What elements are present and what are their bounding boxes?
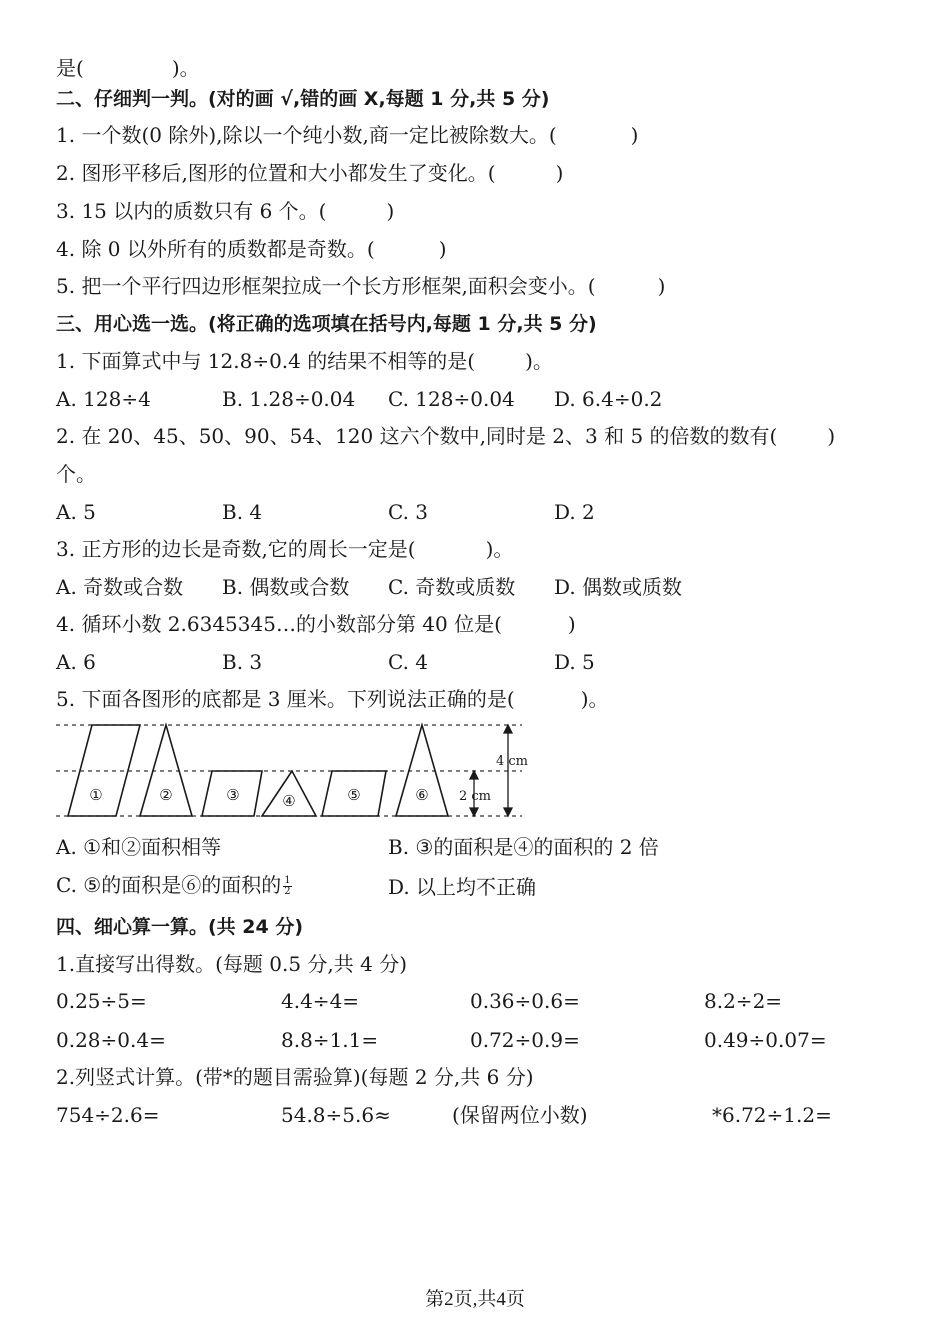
section-2-heading: 二、仔细判一判。(对的画 √,错的画 X,每题 1 分,共 5 分) xyxy=(56,88,550,110)
section-3-heading: 三、用心选一选。(将正确的选项填在括号内,每题 1 分,共 5 分) xyxy=(56,313,597,335)
shapes-figure xyxy=(56,716,536,826)
q4-option-d: D. 5 xyxy=(554,650,595,674)
height-2cm-label: 2 cm xyxy=(459,789,492,804)
choice-q3: 3. 正方形的边长是奇数,它的周长一定是( )。 xyxy=(56,537,514,561)
shape-2-label: ② xyxy=(159,786,173,804)
q1-option-a: A. 128÷4 xyxy=(56,387,151,411)
arrow-head xyxy=(470,771,478,779)
calc-item: 0.36÷0.6= xyxy=(470,989,580,1013)
arrow-head xyxy=(504,808,512,816)
q1-option-c: C. 128÷0.04 xyxy=(388,387,515,411)
vertical-calc-item: *6.72÷1.2= xyxy=(712,1103,832,1127)
choice-q5: 5. 下面各图形的底都是 3 厘米。下列说法正确的是( )。 xyxy=(56,687,609,711)
shape-5-label: ⑤ xyxy=(347,786,361,804)
choice-q2: 2. 在 20、45、50、90、54、120 这六个数中,同时是 2、3 和 5 的倍数的数有( ) xyxy=(56,424,836,448)
q3-option-a: A. 奇数或合数 xyxy=(56,575,184,599)
height-4cm-label: 4 cm xyxy=(496,754,529,769)
q4-option-c: C. 4 xyxy=(388,650,429,674)
choice-q1: 1. 下面算式中与 12.8÷0.4 的结果不相等的是( )。 xyxy=(56,349,553,373)
calc-item: 4.4÷4= xyxy=(281,989,360,1013)
calc-item: 0.49÷0.07= xyxy=(704,1028,827,1052)
q5-option-b: B. ③的面积是④的面积的 2 倍 xyxy=(388,835,659,859)
q4-option-a: A. 6 xyxy=(56,650,96,674)
q5-option-c: C. ⑤的面积是⑥的面积的 $\frac{1}{2}$ xyxy=(56,873,291,897)
q4-option-b: B. 3 xyxy=(222,650,263,674)
arrow-head xyxy=(504,725,512,733)
q5-option-a: A. ①和②面积相等 xyxy=(56,835,222,859)
judge-item-4: 4. 除 0 以外所有的质数都是奇数。( ) xyxy=(56,237,447,261)
calc-item: 8.8÷1.1= xyxy=(281,1028,379,1052)
calc-item: 8.2÷2= xyxy=(704,989,783,1013)
shape-6-label: ⑥ xyxy=(415,786,429,804)
calc-part-2-title: 2.列竖式计算。(带*的题目需验算)(每题 2 分,共 6 分) xyxy=(56,1065,534,1089)
calc-item: 0.72÷0.9= xyxy=(470,1028,580,1052)
q3-option-b: B. 偶数或合数 xyxy=(222,575,350,599)
q3-option-c: C. 奇数或质数 xyxy=(388,575,516,599)
vertical-calc-item: 754÷2.6= xyxy=(56,1103,160,1127)
shape-1-label: ① xyxy=(89,786,103,804)
q1-option-b: B. 1.28÷0.04 xyxy=(222,387,356,411)
judge-item-1: 1. 一个数(0 除外),除以一个纯小数,商一定比被除数大。( ) xyxy=(56,123,639,147)
q2-option-c: C. 3 xyxy=(388,500,429,524)
arrow-head xyxy=(470,808,478,816)
judge-item-5: 5. 把一个平行四边形框架拉成一个长方形框架,面积会变小。( ) xyxy=(56,274,666,298)
rounding-note: (保留两位小数) xyxy=(452,1103,588,1127)
choice-q4: 4. 循环小数 2.6345345…的小数部分第 40 位是( ) xyxy=(56,612,576,636)
q2-option-d: D. 2 xyxy=(554,500,595,524)
judge-item-2: 2. 图形平移后,图形的位置和大小都发生了变化。( ) xyxy=(56,161,564,185)
vertical-calc-item: 54.8÷5.6≈ xyxy=(281,1103,391,1127)
calc-item: 0.25÷5= xyxy=(56,989,147,1013)
shape-4-label: ④ xyxy=(282,792,296,810)
q2-option-b: B. 4 xyxy=(222,500,263,524)
q3-option-d: D. 偶数或质数 xyxy=(554,575,683,599)
calc-item: 0.28÷0.4= xyxy=(56,1028,166,1052)
choice-q2-continued: 个。 xyxy=(56,462,96,486)
q5-option-d: D. 以上均不正确 xyxy=(388,875,537,899)
shape-3-label: ③ xyxy=(226,786,240,804)
section-4-heading: 四、细心算一算。(共 24 分) xyxy=(56,916,304,938)
calc-part-1-title: 1.直接写出得数。(每题 0.5 分,共 4 分) xyxy=(56,952,408,976)
q1-option-d: D. 6.4÷0.2 xyxy=(554,387,663,411)
judge-item-3: 3. 15 以内的质数只有 6 个。( ) xyxy=(56,199,395,223)
q2-option-a: A. 5 xyxy=(56,500,96,524)
top-line: 是( )。 xyxy=(56,56,200,80)
page-footer: 第2页,共4页 xyxy=(425,1289,525,1310)
fraction-one-half: $\frac{1}{2}$ xyxy=(284,875,291,897)
